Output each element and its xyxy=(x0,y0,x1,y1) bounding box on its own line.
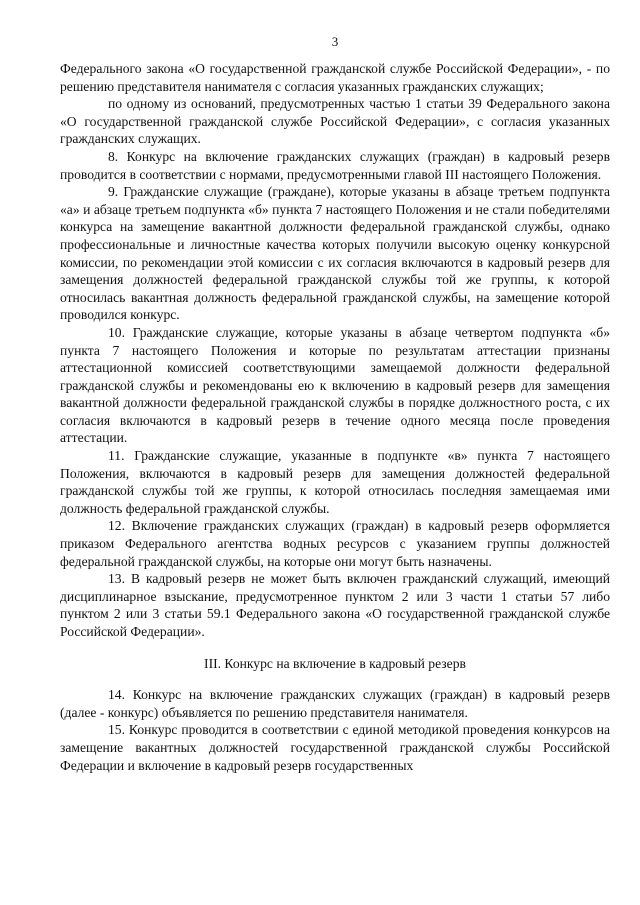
section-heading: III. Конкурс на включение в кадровый резерв xyxy=(204,655,466,671)
paragraph-item-14: 14. Конкурс на включение гражданских служащих (граждан) в кадровый резерв (далее - конкурс) объявляется по решению представителя нанимателя. xyxy=(60,687,610,720)
document-body xyxy=(60,60,610,774)
paragraph-article-39: по одному из оснований, предусмотренных частью 1 статьи 39 Федерального закона «О государственной гражданской службе Российской Федерации», с согласия указанных гражданских служащих. xyxy=(60,96,610,147)
paragraph-item-12: 12. Включение гражданских служащих (граждан) в кадровый резерв оформляется приказом Федерального агентства водных ресурсов с указанием группы должностей федеральной гражданской службы, на которые они могут быть назначены. xyxy=(60,518,610,569)
paragraph-item-13: 13. В кадровый резерв не может быть включен гражданский служащий, имеющий дисциплинарное взыскание, предусмотренное пунктом 2 или 3 части 1 статьи 57 либо пунктом 2 или 3 статьи 59.1 Федерального закона «О государственной гражданской службе Российской Федерации». xyxy=(60,571,610,639)
paragraph-item-8: 8. Конкурс на включение гражданских служащих (граждан) в кадровый резерв проводится в соответствии с нормами, предусмотренными главой III настоящего Положения. xyxy=(60,148,610,182)
paragraph-item-9: 9. Гражданские служащие (граждане), которые указаны в абзаце третьем подпункта «а» и абзаце третьем подпункта «б» пункта 7 настоящего Положения и не стали победителями конкурса на замещение вакантной должности федеральной гражданской службы, однако профессиональные и личностные качества которых получили высокую оценку конкурсной комиссии, по рекомендации этой комиссии с их согласия включаются в кадровый резерв для замещения должностей федеральной гражданской службы той же группы, к которой относилась вакантная должность федеральной гражданской службы, на замещение которой проводился конкурс. xyxy=(60,184,610,323)
paragraph-item-15: 15. Конкурс проводится в соответствии с единой методикой проведения конкурсов на замещение вакантных должностей государственной гражданской службы Российской Федерации и включение в кадровый резерв государственных xyxy=(60,722,610,773)
page-number: 3 xyxy=(331,34,339,49)
paragraph-item-11: 11. Гражданские служащие, указанные в подпункте «в» пункта 7 настоящего Положения, включаются в кадровый резерв для замещения должностей федеральной гражданской службы той же группы, к которой относилась последняя замещаемая ими должность федеральной гражданской службы. xyxy=(60,448,610,516)
paragraph-item-10: 10. Гражданские служащие, которые указаны в абзаце четвертом подпункта «б» пункта 7 настоящего Положения и которые по результатам аттестации признаны аттестационной комиссией соответствующими замещаемой должности федеральной гражданской службы и рекомендованы ею к включению в кадровый резерв для замещения вакантной должности федеральной гражданской службы в порядке должностного роста, с их согласия включаются в кадровый резерв в течение одного месяца после проведения аттестации. xyxy=(60,324,610,446)
paragraph-continuation: Федерального закона «О государственной гражданской службе Российской Федерации», - по решению представителя нанимателя с согласия указанных гражданских служащих; xyxy=(60,61,610,94)
